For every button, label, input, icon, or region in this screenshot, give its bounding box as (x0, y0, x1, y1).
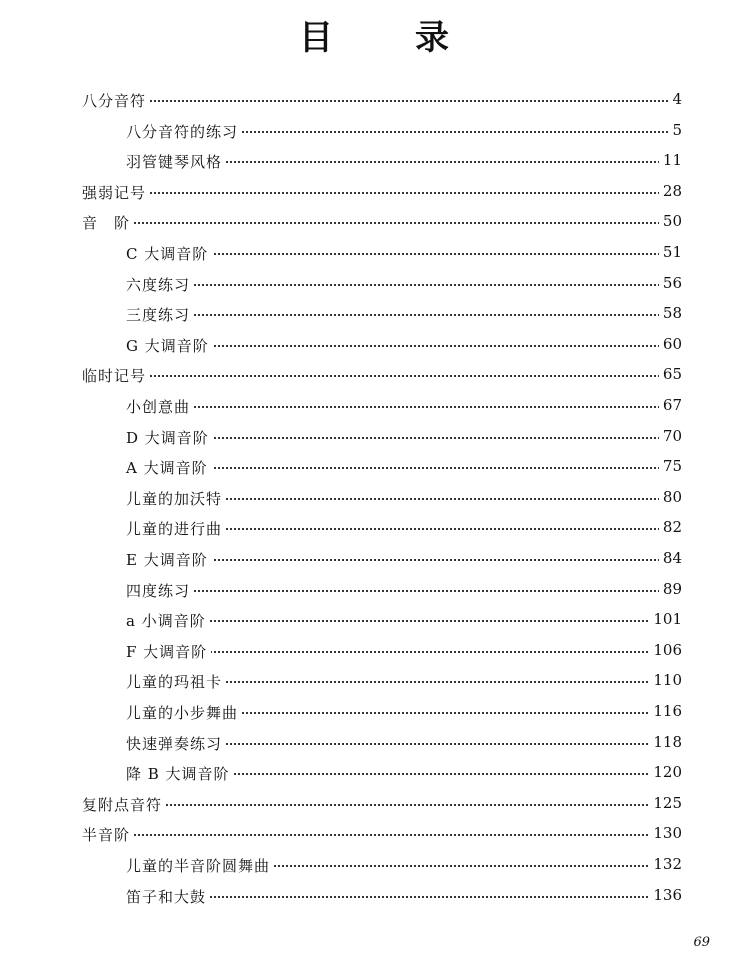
toc-entry-title: A 大调音阶 (126, 457, 212, 478)
toc-entry-title: 儿童的玛祖卡 (126, 671, 226, 692)
toc-entry (0, 639, 750, 669)
toc-entry (0, 394, 750, 424)
toc-entry-title: 快速弹奏练习 (126, 733, 226, 754)
toc-entry (0, 761, 750, 791)
toc-entry-page: 11 (659, 151, 682, 169)
toc-entry-title: 四度练习 (126, 580, 194, 601)
toc-entry-page: 120 (649, 763, 682, 781)
toc-entry-page: 67 (659, 396, 682, 414)
toc-entry-page: 125 (649, 794, 682, 812)
toc-entry-title: 小创意曲 (126, 396, 194, 417)
toc-entry-page: 56 (659, 274, 682, 292)
toc-entry (0, 272, 750, 302)
toc-entry-page: 116 (649, 702, 682, 720)
toc-entry-title: 六度练习 (126, 274, 194, 295)
toc-entry (0, 884, 750, 914)
toc-entry (0, 547, 750, 577)
toc-entry-title: 羽管键琴风格 (126, 151, 226, 172)
toc-entry-title: 降 B 大调音阶 (126, 763, 234, 784)
leader-dots (126, 284, 672, 286)
toc-entry-title: 三度练习 (126, 304, 194, 325)
leader-dots (82, 100, 672, 102)
leader-dots (126, 314, 672, 316)
title-char-left: 目 (299, 18, 335, 58)
leader-dots (126, 406, 672, 408)
toc-entry-page: 65 (659, 365, 682, 383)
leader-dots (82, 834, 672, 836)
toc-entry-title: 儿童的进行曲 (126, 518, 226, 539)
page-title (0, 10, 750, 59)
toc-entry-title: 笛子和大鼓 (126, 886, 210, 907)
toc-entry-title: 强弱记号 (82, 182, 150, 203)
toc-entry-page: 84 (659, 549, 682, 567)
toc-entry-page: 4 (668, 90, 682, 108)
toc-entry-page: 51 (659, 243, 682, 261)
toc-entry-page: 82 (659, 518, 682, 536)
toc-entry-title: 儿童的半音阶圆舞曲 (126, 855, 274, 876)
toc-entry-page: 132 (649, 855, 682, 873)
leader-dots (82, 804, 672, 806)
toc-entry (0, 210, 750, 240)
page-number: 69 (693, 935, 710, 950)
toc-entry-page: 75 (659, 457, 682, 475)
toc-entry-title: G 大调音阶 (126, 335, 213, 356)
toc-entry-title: 音 阶 (82, 212, 134, 233)
toc-entry-page: 58 (659, 304, 682, 322)
toc-entry-page: 60 (659, 335, 682, 353)
toc-entry (0, 363, 750, 393)
leader-dots (82, 375, 672, 377)
toc-entry-title: 儿童的小步舞曲 (126, 702, 242, 723)
toc-entry-page: 80 (659, 488, 682, 506)
toc-entry-title: 复附点音符 (82, 794, 166, 815)
toc-entry (0, 333, 750, 363)
title-char-right: 录 (415, 18, 451, 58)
toc-entry (0, 88, 750, 118)
toc-entry-page: 28 (659, 182, 682, 200)
toc-entry (0, 516, 750, 546)
toc-entry (0, 578, 750, 608)
toc-entry-page: 130 (649, 824, 682, 842)
toc-entry-title: 儿童的加沃特 (126, 488, 226, 509)
toc-entry-title: 八分音符 (82, 90, 150, 111)
leader-dots (82, 222, 672, 224)
toc-entry-page: 106 (649, 641, 682, 659)
toc-entry (0, 119, 750, 149)
toc-entry (0, 853, 750, 883)
toc-entry (0, 669, 750, 699)
toc-entry (0, 792, 750, 822)
toc-entry-page: 136 (649, 886, 682, 904)
toc-entry-page: 118 (649, 733, 682, 751)
toc-entry (0, 149, 750, 179)
toc-entry (0, 731, 750, 761)
toc-entry (0, 425, 750, 455)
toc-entry-page: 89 (659, 580, 682, 598)
toc-entry (0, 822, 750, 852)
toc-entry-title: 八分音符的练习 (126, 121, 242, 142)
toc-entry-page: 50 (659, 212, 682, 230)
toc-entry-title: C 大调音阶 (126, 243, 212, 264)
toc-entry-page: 70 (659, 427, 682, 445)
toc-entry-page: 110 (649, 671, 682, 689)
toc-entry-title: a 小调音阶 (126, 610, 210, 631)
leader-dots (126, 590, 672, 592)
toc-entry-title: F 大调音阶 (126, 641, 211, 662)
toc-entry-page: 5 (668, 121, 682, 139)
toc-entry (0, 608, 750, 638)
toc-entry (0, 180, 750, 210)
toc-entry (0, 302, 750, 332)
toc-entry (0, 241, 750, 271)
toc-entry-title: 半音阶 (82, 824, 134, 845)
leader-dots (82, 192, 672, 194)
toc-entry (0, 486, 750, 516)
toc-entry-title: 临时记号 (82, 365, 150, 386)
toc-entry (0, 455, 750, 485)
toc-entry-title: D 大调音阶 (126, 427, 213, 448)
toc-entry (0, 700, 750, 730)
toc-entry-page: 101 (649, 610, 682, 628)
toc-entry-title: E 大调音阶 (126, 549, 212, 570)
